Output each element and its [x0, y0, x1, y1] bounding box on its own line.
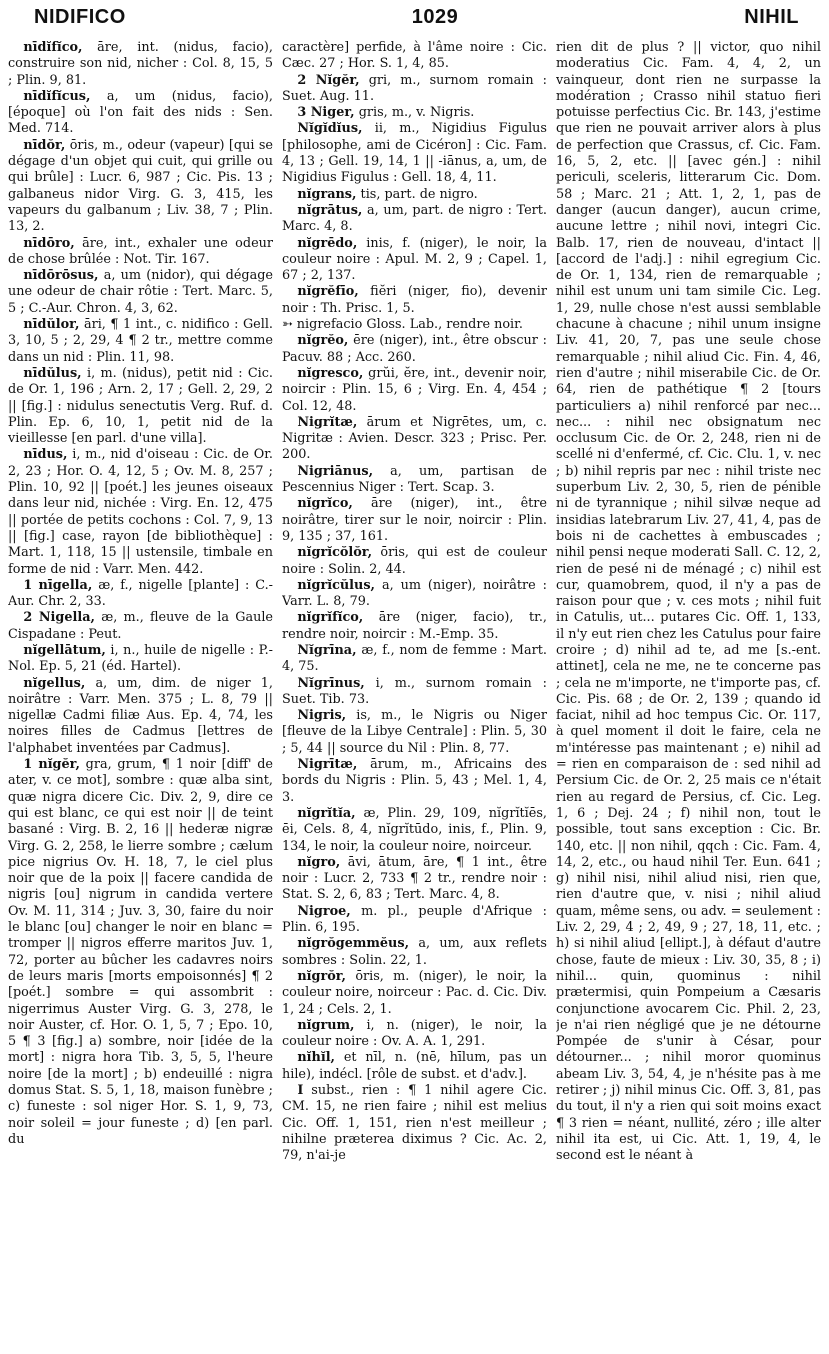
dictionary-entry — [282, 121, 547, 186]
entry-headword: Nĭgrīnus, — [297, 675, 365, 691]
entry-definition: i, m., surnom romain : Suet. Tib. 73. — [282, 675, 547, 707]
dictionary-entry — [282, 708, 547, 757]
entry-headword: nīdĭfĭcus, — [23, 88, 91, 104]
entry-headword: nĭgresco, — [297, 365, 364, 381]
dictionary-entry — [8, 138, 273, 236]
entry-definition: et nīl, n. (nē, hīlum, pas un hile), indécl. [rôle de subst. et d'adv.]. — [282, 1050, 547, 1082]
column-middle — [282, 40, 547, 1346]
entry-definition: i, n. (niger), le noir, la couleur noire : Ov. A. A. 1, 291. — [282, 1017, 547, 1050]
entry-headword: 2 Nigella, — [23, 610, 95, 626]
entry-headword: nīdŭlor, — [23, 317, 80, 333]
entry-headword: nĭgrŏr, — [297, 968, 347, 984]
entry-definition: gris, m., v. Nigris. — [354, 105, 475, 121]
entry-headword: nĭgrātus, — [297, 202, 363, 218]
entry-definition: āvi, ātum, āre, ¶ 1 int., être noir : Lucr. 2, 733 ¶ 2 tr., rendre noir : Stat. S. 2, 6, 83 ; Tert. Marc. 4, 8. — [282, 854, 547, 903]
entry-headword: 1 nīgella, — [23, 577, 93, 593]
dictionary-entry — [8, 366, 273, 447]
dictionary-entry — [8, 40, 273, 89]
entry-headword: nīdōrōsus, — [23, 268, 99, 284]
entry-headword: I — [297, 1083, 304, 1098]
entry-headword: nĭgro, — [297, 854, 341, 870]
column-left — [8, 40, 273, 1346]
entry-headword: 3 Niger, — [297, 105, 355, 121]
entry-headword: nīdŭlus, — [23, 365, 82, 381]
entry-definition: āre (niger, facio), tr., rendre noir, noircir : M.-Emp. 35. — [282, 610, 547, 642]
entry-definition: a, um (nidus, facio), [époque] où l'on fait des nids : Sen. Med. 714. — [8, 88, 273, 137]
dictionary-entry — [556, 40, 821, 1164]
dictionary-entry — [8, 676, 273, 757]
entry-headword: nīdĭfĭco, — [23, 40, 83, 55]
dictionary-entry — [282, 317, 547, 333]
page-number: 1029 — [411, 6, 459, 28]
entry-definition: rien dit de plus ? || victor, quo nihil moderatius Cic. Fam. 4, 4, 2, un vainqueur, dont rien ne surpasse la modération ; Crasso nihil statuo fieri potuisse perfectius Cic. Br. 143, j'estime que rien ne pouvait arriver alors à plus de perfection que Crassus, cf. Cic. Fam. 16, 5, 2, etc. || [avec gén.] : nihil periculi, sceleris, litterarum Cic. Dom. 58 ; Marc. 21 ; Att. 1, 2, 1, pas de danger (aucun danger), aucun crime, aucune lettre ; nihil novi, integri Cic. Balb. 17, rien de nouveau, d'intact || [accord de l'adj.] : nihil egregium Cic. de Or. 1, 134, rien de remarquable ; nihil est unum uni tam simile Cic. Leg. 1, 29, nulle chose n'est aussi semblable chacune à chacune ; nihil unum insigne Liv. 41, 20, 7, pas une seule chose remarquable ; nihil aliud Cic. Fin. 4, 46, rien d'autre ; nihil miserabile Cic. de Or. 64, rien de pathétique ¶ 2 [tours particuliers a) nihil renforcé par nec... nec... : nihil nec obsignatum nec occlusum Cic. de Or. 2, 248, rien ni de scellé ni d'enfermé, cf. Cic. Clu. 1, v. nec ; b) nihil repris par nec : nihil triste nec superbum Liv. 2, 30, 5, rien de pénible ni de tyrannique ; nihil silvæ neque ad insidias latebrarum Liv. 27, 41, 4, pas de bois ni de cachettes à embuscades ; nihil pensi neque moderati Sall. C. 12, 2, rien de pesé ni de ménagé ; c) nihil est cur, quamobrem, quod, il n'y a pas de raison pour que ; v. ces mots ; nihil fuit in Catulis, ut... putares Cic. Off. 1, 133, il n'y eut rien chez les Catulus pour faire croire ; d) nihil ad te, ad me [s.-ent. attinet], cela ne me, ne te concerne pas ; cela ne m'importe, ne t'importe pas, cf. Cic. Pis. 68 ; de Or. 2, 139 ; quando id faciat, nihil ad hoc tempus Cic. Or. 117, à quel moment il doit le faire, cela ne m'intéresse pas maintenant ; e) nihil ad = rien en comparaison de : sed nihil ad Persium Cic. de Or. 2, 25 mais ce n'était rien au regard de Persius, cf. Cic. Leg. 1, 6 ; Dej. 24 ; f) nihil non, tout le possible, tout sans exception : Cic. Br. 140, etc. || non nihil, qqch : Cic. Fam. 4, 14, 2, etc., ou haud nihil Ter. Eun. 641 ; g) nihil nisi, nihil aliud nisi, rien que, rien d'autre que, v. nisi ; nihil aliud quam, même sens, ou adv. = seulement : Liv. 2, 29, 4 ; 2, 49, 9 ; 27, 18, 11, etc. ; h) si nihil aliud [ellipt.], à défaut d'autre chose, faute de mieux : Liv. 30, 35, 8 ; i) nihil... quin, quominus : nihil prætermisi, quin Pompeium a Cæsaris conjunctione avocarem Cic. Phil. 2, 23, je n'ai rien négligé que je ne détourne Pompée de s'unir à César, pour détourner... ; nihil moror quominus abeam Liv. 3, 54, 4, je n'hésite pas à me retirer ; j) nihil minus Cic. Off. 3, 81, pas du tout, il n'y a rien qui soit moins exact ¶ 3 rien = néant, nullité, zéro ; ille alter nihil ita est, ui Cic. Att. 1, 19, 4, le second est le néant à — [556, 40, 821, 1164]
entry-definition: grŭi, ĕre, int., devenir noir, noircir : Plin. 15, 6 ; Virg. En. 4, 454 ; Col. 12, 48. — [282, 365, 547, 414]
entry-definition: i, n., huile de nigelle : P.-Nol. Ep. 5, 21 (éd. Hartel). — [8, 642, 273, 675]
entry-headword: nĭgrĕfīo, — [297, 284, 359, 300]
entry-definition: ōris, m. (niger), le noir, la couleur noire, noirceur : Pac. d. Cic. Div. 1, 24 ; Cels. 2, 1. — [282, 968, 547, 1017]
entry-headword: Nĭgrīna, — [297, 642, 357, 658]
entry-definition: æ, Plin. 29, 109, nĭgrĭtĭēs, ēi, Cels. 8, 4, nĭgrĭtūdo, inis, f., Plin. 9, 134, le noir, la couleur noire, noirceur. — [282, 805, 547, 854]
dictionary-entry — [8, 610, 273, 643]
dictionary-entry — [282, 1018, 547, 1051]
column-right — [556, 40, 821, 1346]
entry-definition: i, m. (nidus), petit nid : Cic. de Or. 1, 196 ; Arn. 2, 17 ; Gell. 2, 29, 2 || [fig.] : nidulus senectutis Verg. Ruf. d. Plin. Ep. 6, 10, 1, petit nid de la vieillesse [en parl. d'une villa]. — [8, 365, 273, 447]
dictionary-entry — [282, 1083, 547, 1164]
dictionary-entry — [282, 333, 547, 366]
entry-headword: nĭgrĕo, — [297, 333, 349, 349]
entry-definition: caractère] perfide, à l'âme noire : Cic. Cæc. 27 ; Hor. S. 1, 4, 85. — [282, 40, 547, 72]
entry-definition: m. pl., peuple d'Afrique : Plin. 6, 195. — [282, 903, 547, 936]
entry-definition: ārum et Nigrētes, um, c. Nigritæ : Avien. Descr. 323 ; Prisc. Per. 200. — [282, 414, 547, 463]
entry-definition: a, um (niger), noirâtre : Varr. L. 8, 79. — [282, 577, 547, 610]
running-head-left: NIDIFICO — [34, 6, 126, 28]
dictionary-entry — [282, 284, 547, 317]
dictionary-entry — [8, 236, 273, 269]
entry-headword: nĭgrĭcŭlus, — [297, 577, 375, 593]
page-header — [8, 6, 821, 34]
dictionary-entry — [282, 578, 547, 611]
entry-definition: āre, int., exhaler une odeur de chose brûlée : Not. Tir. 167. — [8, 235, 273, 267]
entry-definition: æ, f., nigelle [plante] : C.-Aur. Chr. 2, 33. — [8, 577, 273, 610]
dictionary-entry — [282, 464, 547, 497]
entry-definition: æ, f., nom de femme : Mart. 4, 75. — [282, 642, 547, 675]
entry-definition: ii, m., Nigidius Figulus [philosophe, ami de Cicéron] : Cic. Fam. 4, 13 ; Gell. 19, 14, 1 || -iānus, a, um, de Nigidius Figulus : Gell. 18, 4, 11. — [282, 121, 547, 186]
dictionary-entry — [282, 936, 547, 969]
dictionary-entry — [282, 496, 547, 545]
dictionary-entry — [282, 105, 547, 121]
entry-headword: nĭgrĭcŏlŏr, — [297, 545, 373, 561]
entry-definition: æ, m., fleuve de la Gaule Cispadane : Peut. — [8, 610, 273, 642]
dictionary-entry — [282, 187, 547, 203]
dictionary-entry — [282, 545, 547, 578]
entry-headword: nĭgrĭco, — [297, 496, 353, 512]
entry-definition: a, um (nidor), qui dégage une odeur de chair rôtie : Tert. Marc. 5, 5 ; C.-Aur. Chron. 4, 3, 62. — [8, 268, 273, 316]
entry-headword: nĭgrŏgemmĕus, — [297, 936, 410, 952]
entry-headword: Nigriānus, — [297, 463, 374, 479]
entry-definition: a, um, aux reflets sombres : Solin. 22, 1. — [282, 936, 547, 968]
dictionary-entry — [8, 317, 273, 366]
entry-definition: fiĕri (niger, fio), devenir noir : Th. Prisc. 1, 5. — [282, 284, 547, 316]
dictionary-entry — [282, 643, 547, 676]
dictionary-entry — [8, 268, 273, 317]
entry-headword: Nigrītæ, — [297, 757, 358, 773]
entry-definition: ōris, m., odeur (vapeur) [qui se dégage d'un objet qui cuit, qui grille ou qui brûle] : Lucr. 6, 987 ; Cic. Pis. 13 ; galbaneus nidor Virg. G. 3, 415, les vapeurs du galbanum ; Liv. 38, 7 ; Plin. 13, 2. — [8, 137, 273, 235]
dictionary-entry — [282, 73, 547, 106]
dictionary-entry — [8, 643, 273, 676]
entry-headword: nĭgrĭfĭco, — [297, 610, 364, 626]
entry-headword: nĭgellus, — [23, 675, 86, 691]
dictionary-entry — [282, 806, 547, 855]
entry-headword: nĭhĭl, — [297, 1050, 336, 1066]
entry-headword: nĭgrēdo, — [297, 235, 358, 251]
entry-headword: Nigroe, — [297, 903, 351, 919]
dictionary-entry — [282, 1050, 547, 1083]
entry-headword: Nigris, — [297, 708, 347, 724]
entry-headword: nīdŏr, — [23, 137, 66, 153]
dictionary-entry — [282, 40, 547, 73]
entry-headword: nĭgrum, — [297, 1017, 355, 1033]
dictionary-entry — [282, 904, 547, 937]
entry-headword: nīdus, — [23, 447, 68, 463]
entry-definition: inis, f. (niger), le noir, la couleur noire : Apul. M. 2, 9 ; Capel. 1, 67 ; 2, 137. — [282, 235, 547, 284]
entry-definition: āre (niger), int., être noirâtre, tirer sur le noir, noircir : Plin. 9, 135 ; 37, 161. — [282, 496, 547, 544]
dictionary-entry — [282, 969, 547, 1018]
entry-headword: Nĭgĭdĭus, — [297, 121, 363, 137]
entry-definition: a, um, partisan de Pescennius Niger : Tert. Scap. 3. — [282, 463, 547, 496]
entry-definition: i, m., nid d'oiseau : Cic. de Or. 2, 23 ; Hor. O. 4, 12, 5 ; Ov. M. 8, 257 ; Plin. 10, 92 || [poét.] les jeunes oiseaux dans leur nid, nichée : Virg. En. 12, 475 || portée de petits cochons : Col. 7, 9, 13 || [fig.] case, rayon [de bibliothèque] : Mart. 1, 118, 15 || ustensile, timbale en forme de nid : Varr. Men. 442. — [8, 447, 273, 577]
dictionary-entry — [282, 676, 547, 709]
dictionary-entry — [8, 89, 273, 138]
entry-definition: a, um, dim. de niger 1, noirâtre : Varr. Men. 375 ; L. 8, 79 || nigellæ Cadmi filiæ Aus. Ep. 4, 74, les noires filles de Cadmus [lettres de l'alphabet inventées par Cadmus]. — [8, 675, 273, 756]
entry-headword: nĭgellātum, — [23, 642, 106, 658]
entry-definition: ārum, m., Africains des bords du Nigris : Plin. 5, 43 ; Mel. 1, 4, 3. — [282, 757, 547, 805]
entry-definition: tis, part. de nigro. — [356, 186, 478, 202]
entry-definition: ēre (niger), int., être obscur : Pacuv. 88 ; Acc. 260. — [282, 333, 547, 365]
entry-headword: 1 nĭgĕr, — [23, 757, 80, 773]
entry-definition: ōris, qui est de couleur noire : Solin. 2, 44. — [282, 545, 547, 577]
entry-headword: Nigrĭtæ, — [297, 414, 358, 430]
dictionary-entry — [8, 578, 273, 611]
dictionary-entry — [282, 366, 547, 415]
dictionary-entry — [8, 447, 273, 577]
dictionary-entry — [8, 757, 273, 1148]
entry-definition: āre, int. (nidus, facio), construire son nid, nicher : Col. 8, 15, 5 ; Plin. 9, 81. — [8, 40, 273, 88]
entry-headword: 2 Nĭgĕr, — [297, 72, 360, 88]
dictionary-entry — [282, 855, 547, 904]
entry-definition: subst., rien : ¶ 1 nihil agere Cic. CM. 15, ne rien faire ; nihil est melius Cic. Off. 1, 151, rien n'est meilleur ; nihilne præterea diximus ? Cic. Ac. 2, 79, n'ai-je — [282, 1083, 547, 1164]
entry-definition: a, um, part. de nigro : Tert. Marc. 4, 8. — [282, 202, 547, 235]
entry-definition: āri, ¶ 1 int., c. nidifico : Gell. 3, 10, 5 ; 2, 29, 4 ¶ 2 tr., mettre comme dans un nid : Plin. 11, 98. — [8, 317, 273, 365]
entry-headword: nĭgrĭtĭa, — [297, 805, 356, 821]
dictionary-entry — [282, 415, 547, 464]
entry-headword: nīdōro, — [23, 235, 75, 251]
running-head-right: NIHIL — [744, 6, 799, 28]
entry-definition: ➳ nigrefacio Gloss. Lab., rendre noir. — [282, 317, 523, 333]
entry-headword: nĭgrans, — [297, 186, 357, 202]
dictionary-entry — [282, 203, 547, 236]
entry-definition: is, m., le Nigris ou Niger [fleuve de la Libye Centrale] : Plin. 5, 30 ; 5, 44 || source du Nil : Plin. 8, 77. — [282, 708, 547, 756]
entry-definition: gri, m., surnom romain : Suet. Aug. 11. — [282, 72, 547, 104]
entry-definition: gra, grum, ¶ 1 noir [diff' de ater, v. ce mot], sombre : quæ alba sint, quæ nigra dicere Cic. Div. 2, 9, dire ce qui est blanc, ce qui est noir || de teint basané : Virg. B. 2, 16 || hederæ nigræ Virg. G. 2, 258, le lierre sombre ; cælum pice nigrius Ov. H. 18, 7, le ciel plus noir que de la poix || facere candida de nigris [ou] nigrum in candida vertere Ov. M. 11, 314 ; Juv. 3, 30, faire du noir le blanc [ou] changer le noir en blanc = tromper || nigros efferre maritos Juv. 1, 72, porter au bûcher les cadavres noirs de leurs maris [morts empoisonnés] ¶ 2 [poét.] sombre = qui assombrit : nigerrimus Auster Virg. G. 3, 278, le noir Auster, cf. Hor. O. 1, 5, 7 ; Epo. 10, 5 ¶ 3 [fig.] a) sombre, noir [idée de la mort] : nigra hora Tib. 3, 5, 5, l'heure noire [de la mort] ; b) endeuillé : nigra domus Stat. S. 5, 1, 18, maison funèbre ; c) funeste : sol niger Hor. S. 1, 9, 73, noir soleil = jour funeste ; d) [en parl. du — [8, 757, 273, 1147]
dictionary-entry — [282, 236, 547, 285]
dictionary-entry — [282, 757, 547, 806]
text-columns — [8, 40, 821, 1346]
dictionary-entry — [282, 610, 547, 643]
